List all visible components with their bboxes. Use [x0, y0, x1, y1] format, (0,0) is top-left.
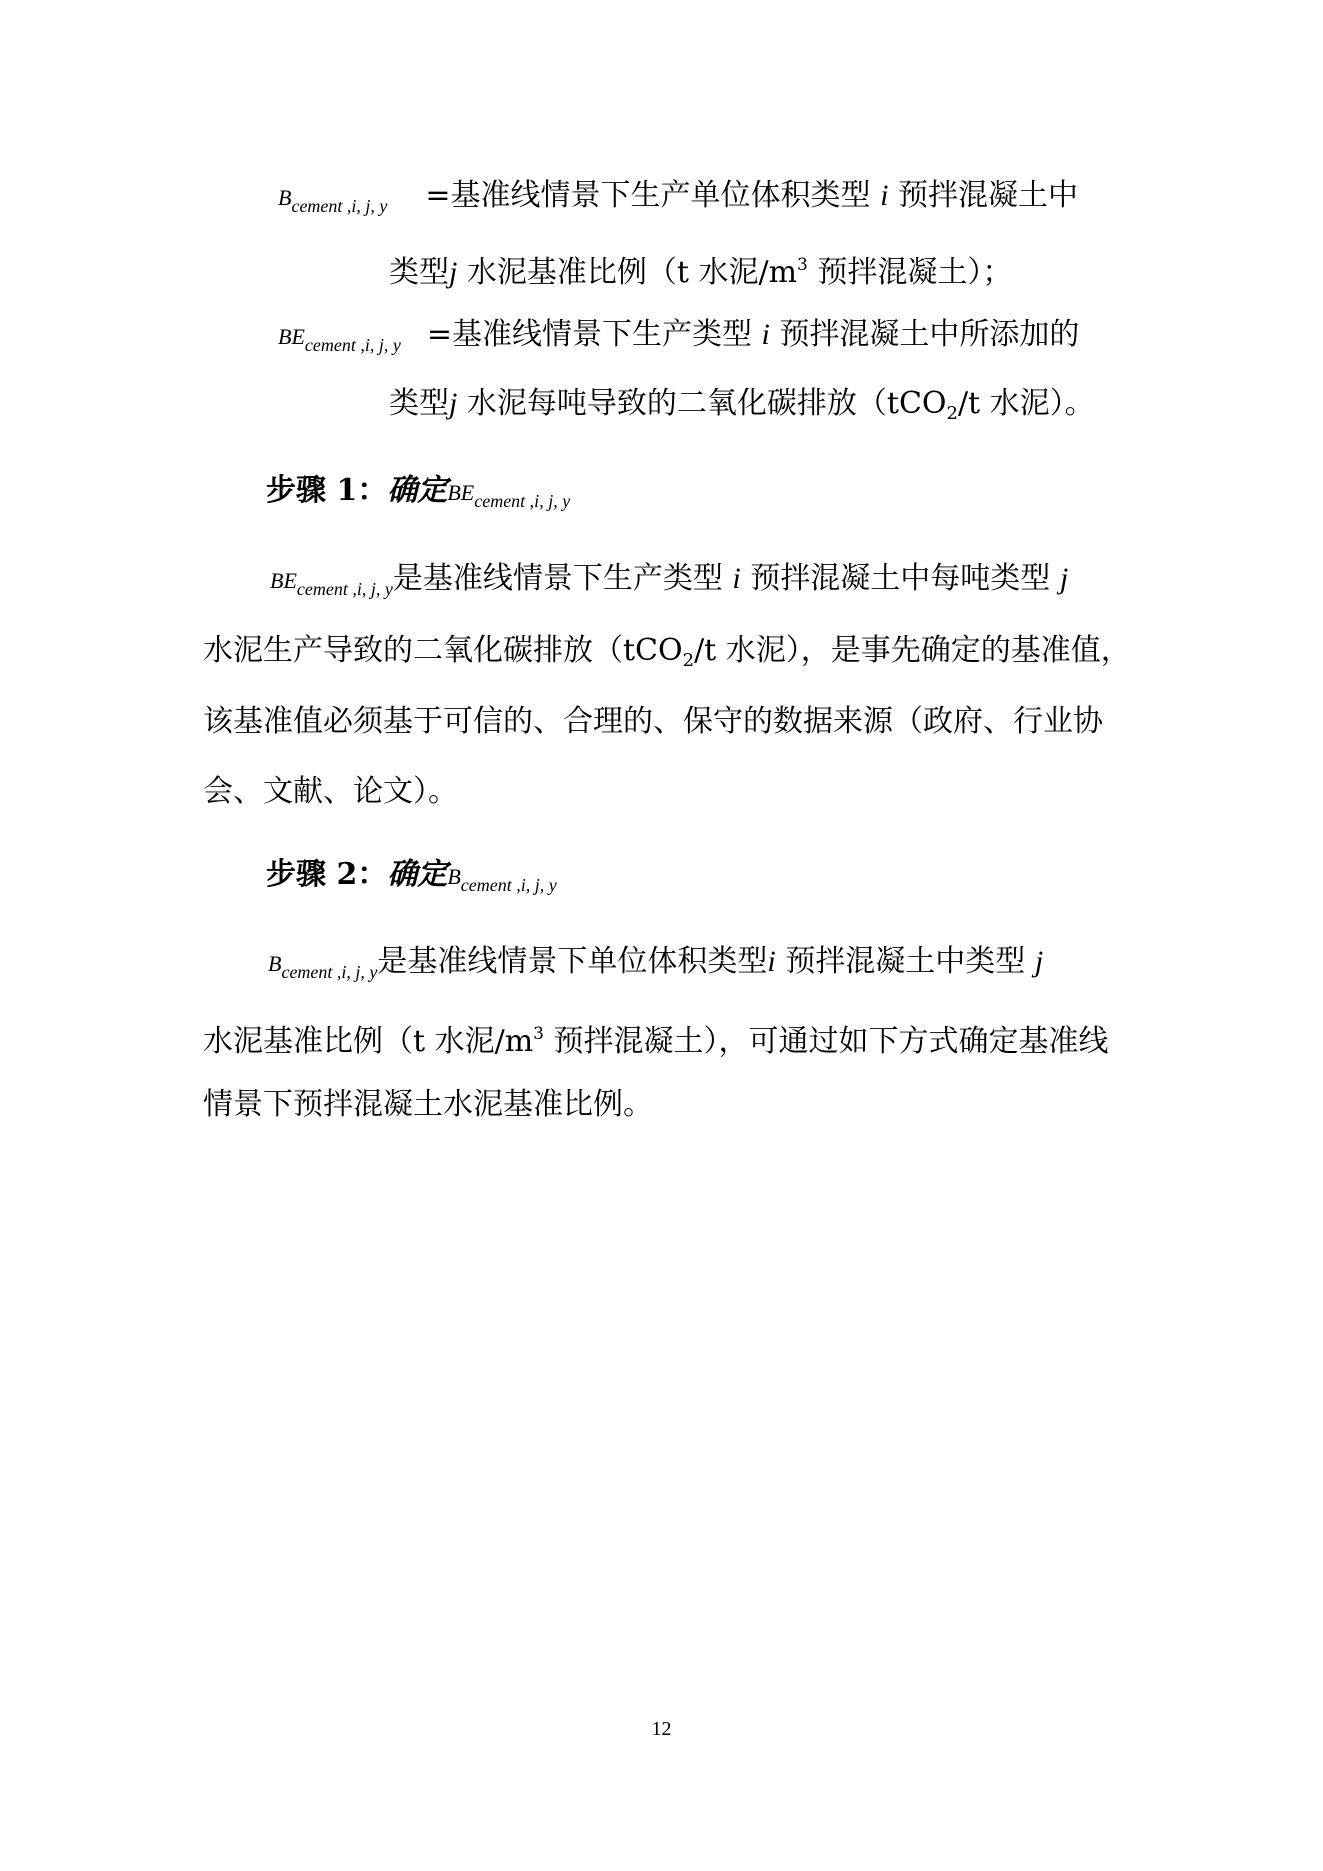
def-be-line2: 类型j 水泥每吨导致的二氧化碳排放（tCO$_2$/t 水泥）。	[389, 386, 1095, 424]
b-cement-symbol: $B_{cement ,i, j, y}$	[278, 185, 388, 216]
step1-para-line3: 该基准值必须基于可信的、合理的、保守的数据来源（政府、行业协	[203, 704, 1103, 739]
be-cement-symbol: $BE_{cement ,i, j, y}$	[278, 324, 401, 355]
def-b-line2: 类型j 水泥基准比例（t 水泥$/m^3$ 预拌混凝土）；	[389, 255, 1013, 290]
step1-para-line4: 会、文献、论文）。	[203, 774, 458, 809]
b-cement-def-text: =基准线情景下生产单位体积类型	[425, 178, 871, 213]
def-be-line1: $BE_{cement ,i, j, y}$ =基准线情景下生产类型 i 预拌混凝土中所添加的	[278, 317, 1080, 355]
step1-title: 确定	[387, 473, 448, 508]
step2-heading: 步骤 2：确定$B_{cement ,i, j, y}$	[266, 857, 557, 895]
step2-label: 步骤 2：	[266, 857, 388, 892]
step1-heading: 步骤 1：确定$BE_{cement ,i, j, y}$	[266, 473, 571, 511]
step2-para-line3: 情景下预拌混凝土水泥基准比例。	[203, 1087, 653, 1122]
step1-para-line1: $BE_{cement ,i, j, y}$是基准线情景下生产类型 i 预拌混凝土中每吨类型 j	[270, 561, 1069, 599]
be-cement-def-text: =基准线情景下生产类型	[426, 317, 752, 352]
def-b-line1: $B_{cement ,i, j, y}$ =基准线情景下生产单位体积类型 i 预拌混凝土中	[278, 178, 1078, 216]
step1-para-line2: 水泥生产导致的二氧化碳排放（tCO$_2$/t 水泥），是事先确定的基准值，	[203, 633, 1131, 671]
step1-label: 步骤 1：	[266, 473, 388, 508]
step2-para-line1: $B_{cement ,i, j, y}$是基准线情景下单位体积类型i 预拌混凝土中类型 j	[268, 944, 1044, 982]
page-number: 12	[651, 1718, 672, 1740]
step2-para-line2: 水泥基准比例（t 水泥$/m^3$ 预拌混凝土），可通过如下方式确定基准线	[203, 1024, 1109, 1059]
step2-title: 确定	[387, 857, 448, 892]
